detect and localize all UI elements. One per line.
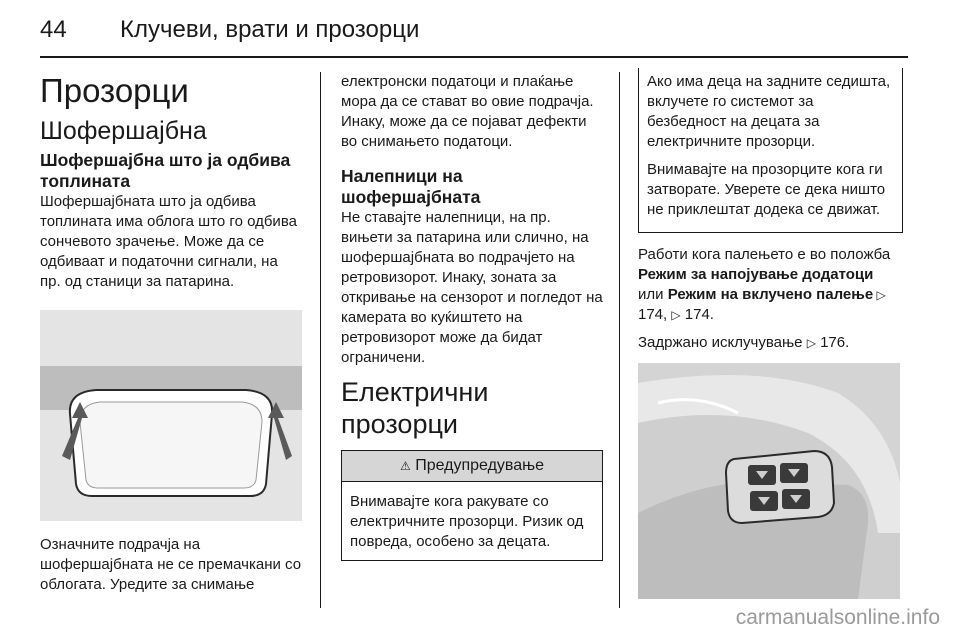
paragraph: електронски податоци и плаќање мора да се стават во овие подрачја. Инаку, може да се појават дефекти во снимањето податоци. xyxy=(341,73,594,150)
paragraph xyxy=(638,333,903,353)
paragraph: Не ставајте налепници, на пр. вињети за патарина или слично, на шофершајбната во подрачјето на ретровизорот. Инаку, зоната за откривање на сензорот и погледот на камерата во куќиштето на ретровизорот може да бидат ограничени. xyxy=(341,209,603,366)
column-divider-1 xyxy=(320,72,321,608)
page-ref-icon[interactable]: ▷ xyxy=(671,308,681,322)
column-divider-2 xyxy=(619,72,620,608)
warning-header xyxy=(342,451,602,482)
topic-heading: Шофершајбна што ја одбива топлината xyxy=(40,150,291,191)
warning-continuation-box xyxy=(638,68,903,233)
page-ref-icon[interactable]: ▷ xyxy=(806,336,816,350)
section-title: Прозорци xyxy=(40,72,189,109)
watermark: carmanualsonline.info xyxy=(735,606,940,629)
chapter-title: Клучеви, врати и прозорци xyxy=(120,16,420,43)
text: Работи кога палењето е во положба xyxy=(638,246,891,263)
mode-label: Режим за напојување додатоци xyxy=(638,266,874,283)
warning-triangle-icon: ⚠ xyxy=(399,459,411,473)
header-rule xyxy=(40,56,908,58)
subsection-title: Електрични прозорци xyxy=(341,377,489,439)
window-switch-figure xyxy=(638,363,900,599)
column-2 xyxy=(341,72,603,561)
paragraph: Шофершајбната што ја одбива топлината има облога што го одбива сончевото зрачење. Може да се одбиваат и податочни сигнали, на пр. од станици за патарина. xyxy=(40,193,297,290)
warning-box xyxy=(341,450,603,561)
warning-text: Внимавајте кога ракувате со електричните прозорци. Ризик од повреда, особено за децата. xyxy=(350,493,584,550)
door-switch-illustration xyxy=(638,363,900,599)
mode-label: Режим на вклучено палење xyxy=(667,286,874,303)
column-3 xyxy=(638,72,903,599)
page-ref[interactable]: 174, xyxy=(638,306,672,323)
text: Задржано исклучување xyxy=(638,334,807,351)
warning-text: Ако има деца на задните седишта, вклучете го системот за безбедност на децата за електричните прозорци. xyxy=(647,73,891,150)
warning-title: Предупредување xyxy=(415,457,545,474)
paragraph: Означните подрачја на шофершајбната не се премачкани со облогата. Уредите за снимање xyxy=(40,536,302,593)
paragraph xyxy=(638,245,903,325)
page-header xyxy=(0,0,960,58)
column-1 xyxy=(40,72,302,603)
page-ref[interactable]: 174. xyxy=(680,306,714,323)
page-number: 44 xyxy=(40,16,67,43)
page-ref-icon[interactable]: ▷ xyxy=(873,288,886,302)
topic-heading: Налепници на шофершајбната xyxy=(341,166,481,207)
text: или xyxy=(638,286,668,303)
warning-body xyxy=(342,482,602,552)
page-ref[interactable]: 176. xyxy=(815,334,850,351)
warning-text: Внимавајте на прозорците кога ги затворате. Уверете се дека ништо не приклештат додека се движат. xyxy=(647,161,886,218)
windshield-mirror-figure xyxy=(40,310,302,521)
subsection-title: Шофершајбна xyxy=(40,117,207,145)
mirror-illustration xyxy=(40,310,302,521)
